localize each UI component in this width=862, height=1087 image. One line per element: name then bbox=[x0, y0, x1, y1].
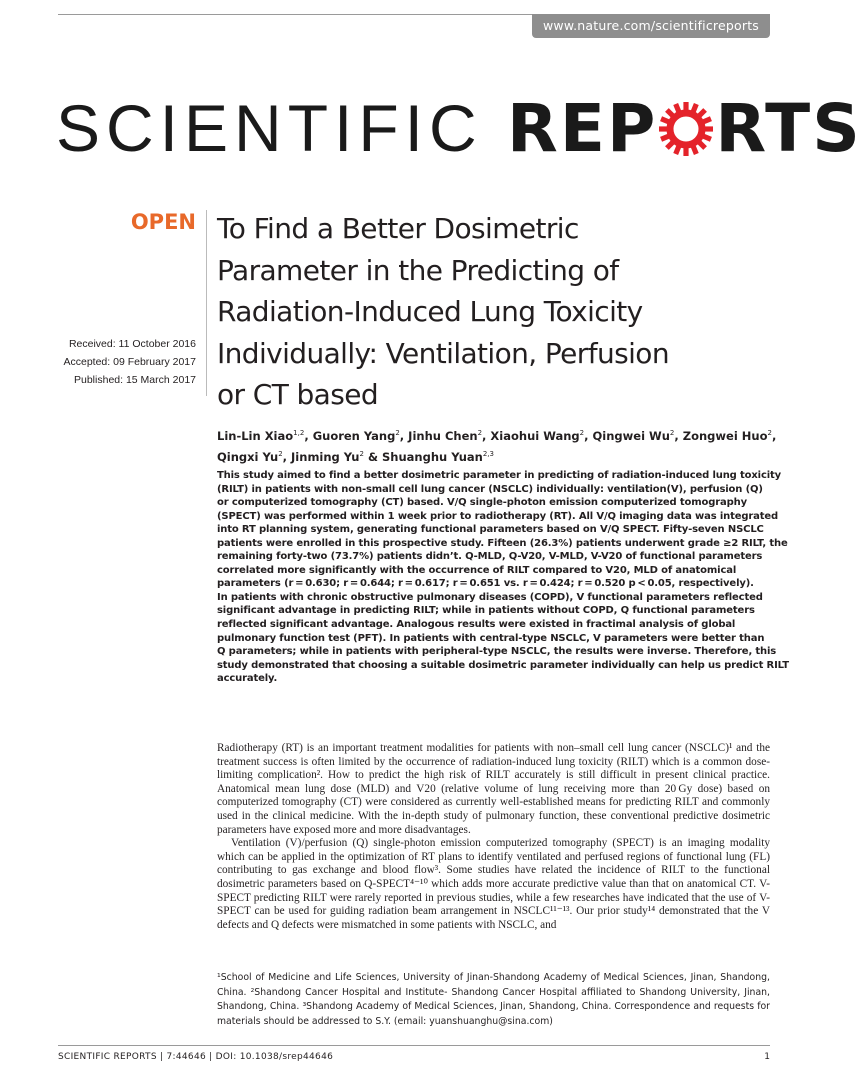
author-name: Jinming Yu bbox=[291, 449, 360, 464]
abstract-line: pulmonary function test (PFT). In patients with central-type NSCLC, V parameters were better than bbox=[217, 632, 765, 644]
body-text bbox=[217, 742, 770, 932]
author-affiliation: 2 bbox=[395, 429, 400, 437]
abstract-line: In patients with chronic obstructive pulmonary diseases (COPD), V functional parameters reflected bbox=[217, 591, 763, 603]
title-line: or CT based bbox=[217, 378, 379, 411]
gear-o-icon bbox=[659, 93, 713, 147]
abstract-line: into RT planning system, generating functional parameters based on V/Q SPECT. Fifty-seven NSCLC bbox=[217, 524, 764, 536]
author-name: Qingwei Wu bbox=[592, 428, 670, 443]
title-line: To Find a Better Dosimetric bbox=[217, 212, 579, 245]
author-separator: , bbox=[304, 428, 313, 443]
author-separator: , bbox=[584, 428, 593, 443]
author-affiliation: 2 bbox=[477, 429, 483, 437]
abstract-line: patients were enrolled in this prospective study. Fifteen (26.3%) patients underwent grade ≥2 RILT, the bbox=[217, 537, 788, 549]
journal-masthead[interactable] bbox=[56, 88, 862, 168]
title-line: Parameter in the Predicting of bbox=[217, 253, 619, 287]
affiliations-footnote: ¹School of Medicine and Life Sciences, University of Jinan-Shandong Academy of Medical Sciences, Jinan, Shandong, China. ²Shandong Cancer Hospital and Institute- Shandong Cancer Hospital affiliated to Shandong University, Jinan, Shandong, China. ³Shandong Academy of Medical Sciences, Jinan, Shandong, China. Correspondence and requests for materials should be addressed to S.Y. (email: yuanshuanghu@sina.com) bbox=[217, 972, 770, 1027]
abstract-line: or computerized tomography (CT) based. V/Q single-photon emission computerized tomography bbox=[217, 497, 747, 509]
title-line: Radiation-Induced Lung Toxicity bbox=[217, 295, 643, 328]
author-separator: & bbox=[363, 449, 382, 464]
author-affiliation: 2,3 bbox=[482, 449, 494, 458]
abstract-line: remaining forty-two (73.7%) patients didn’t. Q-MLD, Q-V20, V-MLD, V-V20 of functional parameters bbox=[217, 551, 763, 563]
author-separator: , bbox=[399, 428, 409, 443]
masthead-rts: RTS bbox=[715, 90, 862, 167]
author-name: Xiaohui Wang bbox=[490, 428, 580, 443]
masthead-scientific: SCIENTIFIC bbox=[56, 91, 483, 165]
abstract bbox=[217, 469, 789, 686]
author-name: Lin-Lin Xiao bbox=[217, 428, 294, 443]
author-affiliation: 1,2 bbox=[293, 429, 305, 437]
author-name: Qingxi Yu bbox=[217, 449, 279, 464]
published-date: Published: 15 March 2017 bbox=[74, 374, 196, 386]
author-affiliation: 2 bbox=[579, 429, 585, 437]
footer-rule bbox=[58, 1045, 770, 1046]
abstract-line: (SPECT) was performed within 1 week prior to radiotherapy (RT). All V/Q imaging data was integrated bbox=[217, 510, 779, 522]
author-separator: , bbox=[482, 428, 491, 443]
open-access-label: OPEN bbox=[130, 210, 196, 234]
author-name: Guoren Yang bbox=[312, 428, 396, 443]
author-list bbox=[217, 424, 777, 466]
accepted-date: Accepted: 09 February 2017 bbox=[63, 356, 196, 368]
author-affiliation: 2 bbox=[767, 429, 772, 437]
page-number: 1 bbox=[764, 1052, 770, 1062]
author-name: Jinhu Chen bbox=[408, 428, 478, 443]
author-name: Shuanghu Yuan bbox=[381, 449, 483, 464]
body-paragraph: Radiotherapy (RT) is an important treatment modalities for patients with non–small cell lung cancer (NSCLC)¹ and the treatment success is often limited by the occurrence of radiation-induced lung toxicity (RILT) which is a common dose-limiting complication². How to predict the high risk of RILT accurately is still difficult in present clinical practice. Anatomical mean lung dose (MLD) and V20 (relative volume of lung receiving more than 20 Gy dose) based on computerized tomography (CT) were considered as currently well-established means for predicting RILT and commonly used in the clinical medicine. With the in-depth study of pulmonary function, these conventional predictive dosimetric parameters have exposed more and more disadvantages. bbox=[217, 742, 770, 836]
abstract-line: significant advantage in predicting RILT; while in patients without COPD, Q functional parameters bbox=[217, 605, 755, 617]
article-title bbox=[217, 208, 777, 416]
abstract-line: study demonstrated that choosing a suitable dosimetric parameter individually can help us predict RILT bbox=[217, 659, 789, 671]
author-affiliation: 2 bbox=[359, 449, 364, 458]
author-separator: , bbox=[771, 428, 777, 443]
abstract-line: accurately. bbox=[217, 673, 278, 685]
title-divider bbox=[206, 210, 207, 396]
abstract-line: (RILT) in patients with non-small cell lung cancer (NSCLC) individually: ventilation(V), perfusion (Q) bbox=[217, 483, 763, 495]
author-affiliation: 2 bbox=[669, 429, 675, 437]
masthead-rep: REP bbox=[507, 90, 658, 167]
title-line: Individually: Ventilation, Perfusion bbox=[217, 336, 669, 370]
abstract-line: parameters (r = 0.630; r = 0.644; r = 0.617; r = 0.651 vs. r = 0.424; r = 0.520 p < 0.05, respectively). bbox=[217, 578, 754, 590]
abstract-line: correlated more significantly with the occurrence of RILT compared to V20, MLD of anatomical bbox=[217, 564, 737, 576]
footer-citation: SCIENTIFIC REPORTS | 7:44646 | DOI: 10.1038/srep44646 bbox=[58, 1052, 334, 1062]
abstract-line: Q parameters; while in patients with peripheral-type NSCLC, the results were inverse. Therefore, this bbox=[217, 646, 777, 658]
abstract-line: reflected significant advantage. Analogous results were existed in fractimal analysis of global bbox=[217, 619, 736, 631]
abstract-line: This study aimed to find a better dosimetric parameter in predicting of radiation-induced lung toxicity bbox=[217, 470, 782, 481]
article-dates bbox=[40, 335, 196, 389]
body-paragraph: Ventilation (V)/perfusion (Q) single-photon emission computerized tomography (SPECT) is an imaging modality which can be applied in the optimization of RT plans to identify ventilated and perfused regions of functional lung (FL) contributing to gas exchange and blood flow³. Some studies have related the incidence of RILT to the functional dosimetric parameters based on Q-SPECT⁴⁻¹⁰ which adds more accurate predictive value than that on anatomical CT. V-SPECT predicting RILT were rarely reported in previous studies, while a few researches have indicated that the use of V-SPECT can be used for guiding radiation beam arrangement in NSCLC¹¹⁻¹³. Our prior study¹⁴ demonstrated that the V defects and Q defects were mismatched in some patients with NSCLC, and bbox=[217, 837, 770, 931]
author-separator: , bbox=[674, 428, 683, 443]
received-date: Received: 11 October 2016 bbox=[68, 338, 196, 350]
author-affiliation: 2 bbox=[278, 449, 283, 458]
journal-url[interactable]: www.nature.com/scientificreports bbox=[532, 14, 770, 38]
author-separator: , bbox=[282, 449, 292, 464]
author-name: Zongwei Huo bbox=[682, 428, 768, 443]
